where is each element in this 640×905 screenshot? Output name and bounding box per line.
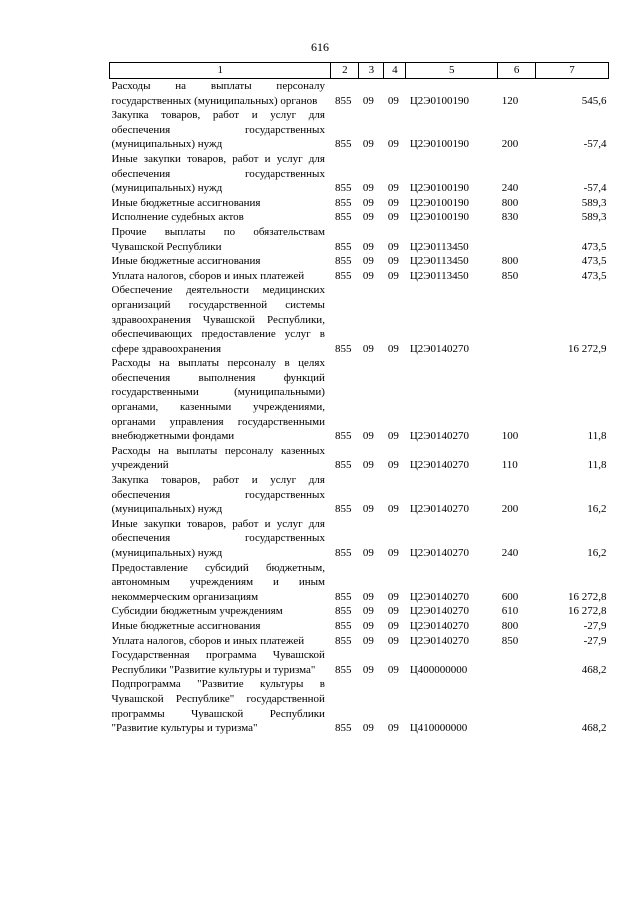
row-amount: 473,5 [581, 255, 607, 268]
header-col-7: 7 [536, 63, 609, 79]
row-code-expense-type: 100 [501, 430, 519, 443]
row-code-expense-type: 110 [501, 459, 518, 472]
row-amount: 16 272,8 [568, 605, 607, 618]
row-code-section: 09 [362, 605, 374, 618]
row-code-expense-type: 240 [501, 547, 519, 559]
header-col-6: 6 [498, 63, 536, 79]
header-col-3: 3 [359, 63, 384, 79]
row-code-section: 09 [362, 503, 374, 516]
row-code-subsection: 09 [387, 211, 399, 224]
row-code-admin: 855 [334, 269, 352, 282]
row-amount: 11,8 [587, 459, 607, 472]
table-row [110, 444, 609, 473]
row-code-admin: 855 [334, 182, 352, 195]
row-code-section: 09 [362, 342, 374, 355]
row-code-admin: 855 [334, 211, 352, 224]
row-name: Субсидии бюджетным учреждениям [111, 605, 283, 618]
row-code-admin: 855 [334, 255, 352, 268]
row-code-subsection: 09 [387, 182, 399, 195]
table-row [110, 152, 609, 196]
row-code-expense-type [498, 648, 536, 677]
row-code-section: 09 [362, 255, 374, 268]
row-amount: 473,5 [581, 269, 607, 282]
row-amount: 468,2 [581, 722, 607, 735]
row-code-section: 09 [362, 590, 374, 603]
row-amount: 11,8 [587, 430, 607, 443]
row-code-subsection: 09 [387, 342, 399, 355]
row-code-subsection: 09 [387, 605, 399, 618]
row-code-section: 09 [362, 634, 374, 647]
row-code-admin: 855 [334, 342, 352, 355]
row-code-section: 09 [362, 663, 374, 676]
row-code-section: 09 [362, 269, 374, 282]
row-code-expense-type: 830 [501, 211, 519, 224]
row-amount: 589,3 [581, 196, 607, 209]
row-code-admin: 855 [334, 663, 352, 676]
row-code-subsection: 09 [387, 619, 399, 632]
row-code-target: Ц2Э0140270 [409, 590, 470, 603]
table-row [110, 473, 609, 517]
row-code-subsection: 09 [387, 663, 399, 676]
row-name: Государственная программа Чувашской Республики "Развитие культуры и туризма" [111, 649, 325, 676]
table-row [110, 269, 609, 284]
row-name: Уплата налогов, сборов и иных платежей [111, 269, 305, 282]
table-row [110, 196, 609, 211]
row-code-admin: 855 [334, 240, 352, 253]
row-code-section: 09 [362, 240, 374, 253]
row-code-target: Ц410000000 [409, 722, 468, 735]
row-code-section: 09 [362, 211, 374, 224]
table-row [110, 619, 609, 634]
row-amount: 16,2 [587, 503, 607, 516]
row-code-expense-type [498, 283, 536, 356]
row-code-subsection: 09 [387, 430, 399, 443]
row-code-expense-type: 200 [501, 138, 519, 151]
row-code-subsection: 09 [387, 547, 399, 559]
row-code-expense-type: 240 [501, 182, 519, 195]
row-code-subsection: 09 [387, 459, 399, 472]
row-code-target: Ц2Э0140270 [409, 503, 470, 516]
table-row [110, 283, 609, 356]
row-name: Исполнение судебных актов [111, 211, 244, 224]
header-col-2: 2 [331, 63, 359, 79]
row-code-section: 09 [362, 459, 374, 472]
row-code-section: 09 [362, 138, 374, 151]
row-code-admin: 855 [334, 634, 352, 647]
row-name: Обеспечение деятельности медицинских организаций государственной системы здравоохранения Чувашской Республики, обеспечивающих предоставление услуг в сфере здравоохранения [111, 284, 325, 355]
row-code-subsection: 09 [387, 196, 399, 209]
header-col-1: 1 [110, 63, 331, 79]
row-code-target: Ц2Э0100190 [409, 94, 470, 107]
row-code-subsection: 09 [387, 240, 399, 253]
row-code-target: Ц2Э0140270 [409, 342, 470, 355]
row-code-section: 09 [362, 94, 374, 107]
row-code-target: Ц400000000 [409, 663, 468, 676]
row-amount: 16 272,9 [568, 342, 607, 355]
row-amount: 589,3 [581, 211, 607, 224]
table-row [110, 561, 609, 605]
row-amount: -57,4 [583, 138, 607, 151]
row-code-expense-type: 120 [501, 94, 519, 107]
row-code-section: 09 [362, 547, 374, 559]
row-code-section: 09 [362, 182, 374, 195]
row-name: Закупка товаров, работ и услуг для обеспечения государственных (муниципальных) нужд [111, 474, 325, 516]
table-row [110, 356, 609, 444]
table-row [110, 210, 609, 225]
row-code-section: 09 [362, 619, 374, 632]
table-row [110, 648, 609, 677]
row-name: Закупка товаров, работ и услуг для обеспечения государственных (муниципальных) нужд [111, 109, 325, 151]
row-name: Прочие выплаты по обязательствам Чувашской Республики [111, 225, 325, 253]
row-code-expense-type: 610 [501, 605, 519, 618]
row-code-expense-type: 800 [501, 255, 519, 268]
row-name: Подпрограмма "Развитие культуры в Чувашской Республике" государственной программы Чувашской Республики "Развитие культуры и туризма" [111, 678, 325, 735]
row-name: Иные бюджетные ассигнования [111, 255, 261, 268]
row-code-subsection: 09 [387, 94, 399, 107]
row-code-subsection: 09 [387, 255, 399, 268]
row-name: Иные бюджетные ассигнования [111, 196, 261, 209]
header-col-5: 5 [406, 63, 498, 79]
row-code-expense-type: 600 [501, 590, 519, 603]
row-amount: 545,6 [581, 94, 607, 107]
header-col-4: 4 [384, 63, 406, 79]
row-name: Иные закупки товаров, работ и услуг для обеспечения государственных (муниципальных) нужд [111, 517, 325, 559]
table-row [110, 254, 609, 269]
row-code-expense-type: 850 [501, 269, 519, 282]
row-name: Расходы на выплаты персоналу государственных (муниципальных) органов [111, 80, 325, 107]
table-row [110, 79, 609, 109]
row-code-target: Ц2Э0100190 [409, 196, 470, 209]
row-code-expense-type: 200 [501, 503, 519, 516]
row-code-admin: 855 [334, 138, 352, 151]
row-code-target: Ц2Э0113450 [409, 240, 469, 253]
row-code-admin: 855 [334, 619, 352, 632]
page-number: 616 [311, 40, 329, 54]
row-code-admin: 855 [334, 430, 352, 443]
row-code-section: 09 [362, 196, 374, 209]
row-code-target: Ц2Э0100190 [409, 211, 470, 224]
row-name: Иные бюджетные ассигнования [111, 619, 261, 632]
table-body [110, 79, 609, 736]
table-header [110, 63, 609, 79]
row-code-admin: 855 [334, 459, 352, 472]
row-code-expense-type [498, 225, 536, 254]
row-amount: 16 272,8 [568, 590, 607, 603]
row-code-subsection: 09 [387, 269, 399, 282]
row-amount: -27,9 [583, 634, 607, 647]
row-name: Расходы на выплаты персоналу казенных учреждений [111, 444, 325, 472]
row-code-target: Ц2Э0113450 [409, 269, 469, 282]
row-code-expense-type: 850 [501, 634, 519, 647]
row-code-section: 09 [362, 722, 374, 735]
row-name: Иные закупки товаров, работ и услуг для обеспечения государственных (муниципальных) нужд [111, 152, 325, 195]
row-code-target: Ц2Э0100190 [409, 138, 470, 151]
table-row [110, 108, 609, 152]
row-name: Уплата налогов, сборов и иных платежей [111, 634, 305, 647]
row-code-target: Ц2Э0100190 [409, 182, 470, 195]
row-code-admin: 855 [334, 94, 352, 107]
row-code-subsection: 09 [387, 634, 399, 647]
row-amount: 473,5 [581, 240, 607, 253]
row-code-subsection: 09 [387, 590, 399, 603]
row-code-admin: 855 [334, 196, 352, 209]
row-code-admin: 855 [334, 503, 352, 516]
row-code-expense-type [498, 677, 536, 735]
row-code-admin: 855 [334, 590, 352, 603]
table-row [110, 225, 609, 254]
row-code-target: Ц2Э0113450 [409, 255, 469, 268]
row-code-expense-type: 800 [501, 196, 519, 209]
budget-table [109, 62, 609, 736]
row-name: Предоставление субсидий бюджетным, автономным учреждениям и иным некоммерческим организациям [111, 561, 325, 603]
table-row [110, 517, 609, 561]
row-code-target: Ц2Э0140270 [409, 634, 470, 647]
row-code-subsection: 09 [387, 138, 399, 151]
table-row [110, 604, 609, 619]
table-row [110, 634, 609, 649]
row-code-subsection: 09 [387, 722, 399, 735]
row-code-target: Ц2Э0140270 [409, 547, 470, 559]
row-amount: 468,2 [581, 663, 607, 676]
row-code-target: Ц2Э0140270 [409, 459, 470, 472]
row-code-subsection: 09 [387, 503, 399, 516]
table-row [110, 677, 609, 735]
row-code-section: 09 [362, 430, 374, 443]
row-code-admin: 855 [334, 547, 352, 559]
row-code-target: Ц2Э0140270 [409, 619, 470, 632]
row-code-admin: 855 [334, 605, 352, 618]
row-code-target: Ц2Э0140270 [409, 430, 470, 443]
row-amount: -27,9 [583, 619, 607, 632]
row-amount: 16,2 [587, 547, 607, 559]
row-amount: -57,4 [583, 182, 607, 195]
row-code-expense-type: 800 [501, 619, 519, 632]
row-code-admin: 855 [334, 722, 352, 735]
row-code-target: Ц2Э0140270 [409, 605, 470, 618]
row-name: Расходы на выплаты персоналу в целях обеспечения выполнения функций государственными (муниципальными) органами, казенными учреждениями, органами управления государственными внебюджетными фондами [111, 357, 325, 443]
